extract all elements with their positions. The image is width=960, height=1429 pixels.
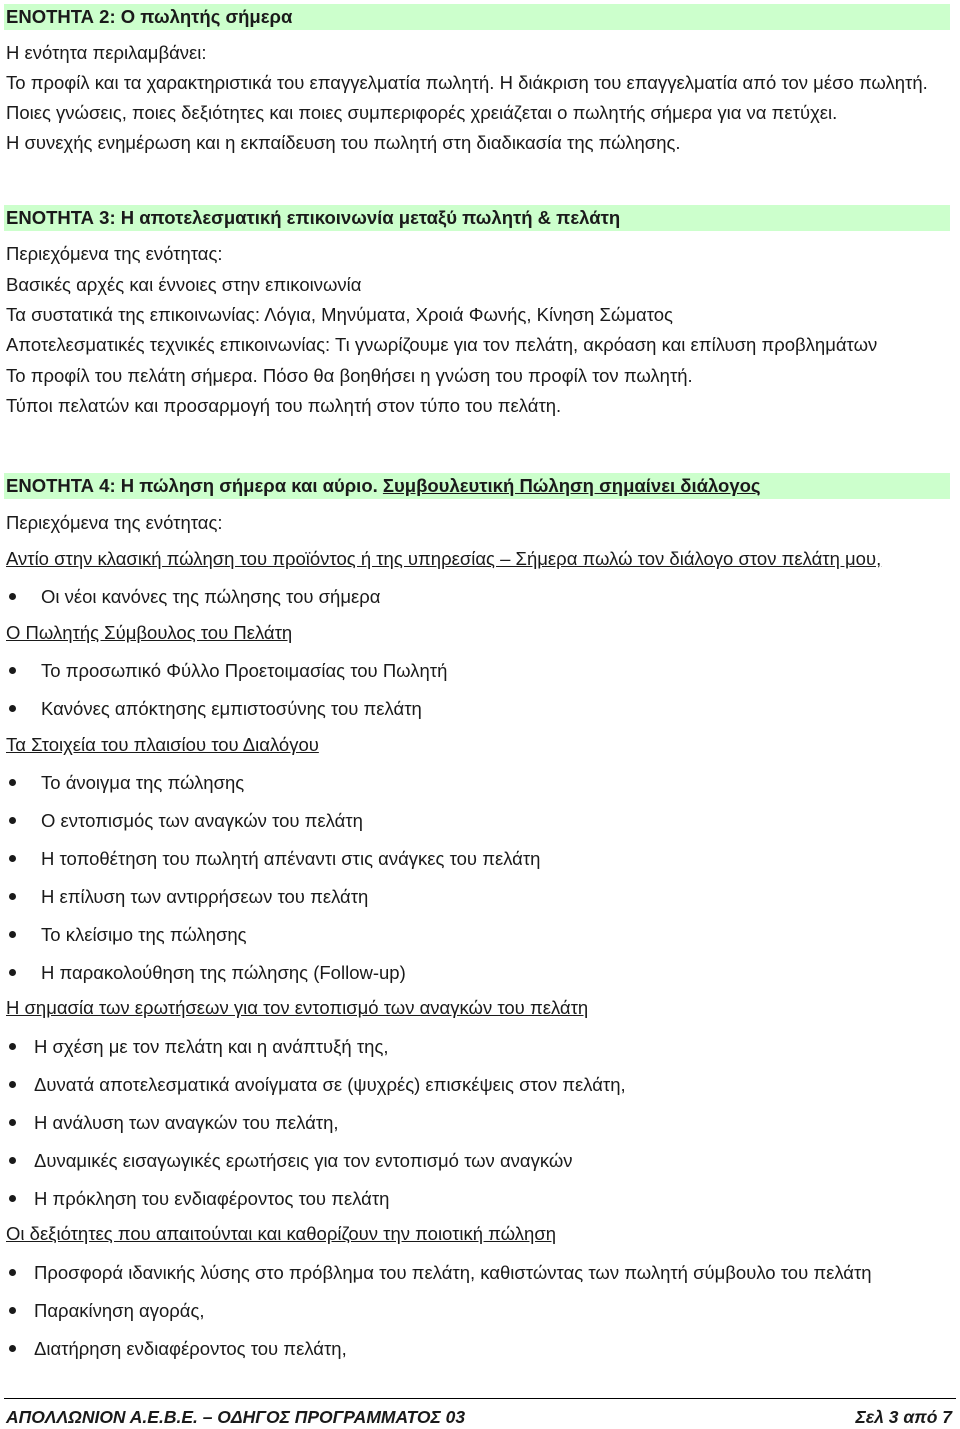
section-2-heading-text: ΕΝΟΤΗΤΑ 2: Ο πωλητής σήμερα	[6, 6, 293, 27]
section-3-line: Τα συστατικά της επικοινωνίας: Λόγια, Μηνύματα, Χροιά Φωνής, Κίνηση Σώματος	[6, 304, 673, 325]
footer-page-number: Σελ 3 από 7	[855, 1407, 952, 1427]
section-2-line: Ποιες γνώσεις, ποιες δεξιότητες και ποιες συμπεριφορές χρειάζεται ο πωλητής σήμερα για να πετύχει.	[6, 102, 838, 123]
list-item: Δυνατά αποτελεσματικά ανοίγματα σε (ψυχρές) επισκέψεις στον πελάτη,	[34, 1074, 626, 1095]
list-item: Το κλείσιμο της πώλησης	[41, 924, 247, 945]
list-item: Το προσωπικό Φύλλο Προετοιμασίας του Πωλητή	[41, 660, 448, 681]
bullet-icon	[9, 705, 16, 712]
list-item: Ο εντοπισμός των αναγκών του πελάτη	[41, 810, 363, 831]
list-item: Κανόνες απόκτησης εμπιστοσύνης του πελάτη	[41, 698, 422, 719]
bullet-icon	[9, 931, 16, 938]
bullet-icon	[9, 593, 16, 600]
section-4-intro: Περιεχόμενα της ενότητας:	[6, 512, 223, 533]
section-2-line: Η συνεχής ενημέρωση και η εκπαίδευση του πωλητή στη διαδικασία της πώλησης.	[6, 132, 681, 153]
subheading-sub2: Ο Πωλητής Σύμβουλος του Πελάτη	[6, 622, 293, 643]
list-item: Η επίλυση των αντιρρήσεων του πελάτη	[41, 886, 369, 907]
section-4-heading	[4, 473, 950, 499]
bullet-icon	[9, 893, 16, 900]
footer-document-title: ΑΠΟΛΛΩΝΙΟΝ Α.Ε.Β.Ε. – ΟΔΗΓΟΣ ΠΡΟΓΡΑΜΜΑΤΟΣ 03	[6, 1407, 466, 1427]
section-4-heading-underlined: Συμβουλευτική Πώληση σημαίνει διάλογος	[382, 475, 761, 496]
list-item: Διατήρηση ενδιαφέροντος του πελάτη,	[34, 1338, 347, 1359]
bullet-icon	[9, 1195, 16, 1202]
list-item: Η τοποθέτηση του πωλητή απέναντι στις ανάγκες του πελάτη	[41, 848, 541, 869]
section-2-line: Η ενότητα περιλαμβάνει:	[6, 42, 207, 63]
list-item: Το άνοιγμα της πώλησης	[41, 772, 245, 793]
section-3-line: Τύποι πελατών και προσαρμογή του πωλητή στον τύπο του πελάτη.	[6, 395, 562, 416]
bullet-icon	[9, 1043, 16, 1050]
bullet-icon	[9, 1307, 16, 1314]
list-item: Οι νέοι κανόνες της πώλησης του σήμερα	[41, 586, 381, 607]
list-item: Η σχέση με τον πελάτη και η ανάπτυξή της,	[34, 1036, 389, 1057]
bullet-icon	[9, 1345, 16, 1352]
list-item: Η πρόκληση του ενδιαφέροντος του πελάτη	[34, 1188, 390, 1209]
subheading-sub1: Αντίο στην κλασική πώληση του προϊόντος ή της υπηρεσίας – Σήμερα πωλώ τον διάλογο στον πελάτη μου,	[6, 548, 882, 569]
section-3-line: Αποτελεσματικές τεχνικές επικοινωνίας: Τι γνωρίζουμε για τον πελάτη, ακρόαση και επίλυση προβλημάτων	[6, 334, 878, 355]
list-item: Η παρακολούθηση της πώλησης (Follow-up)	[41, 962, 406, 983]
subheading-sub4: Η σημασία των ερωτήσεων για τον εντοπισμό των αναγκών του πελάτη	[6, 997, 589, 1018]
bullet-icon	[9, 1269, 16, 1276]
subheading-sub5: Οι δεξιότητες που απαιτούνται και καθορίζουν την ποιοτική πώληση	[6, 1223, 557, 1244]
list-item: Προσφορά ιδανικής λύσης στο πρόβλημα του πελάτη, καθιστώντας των πωλητή σύμβουλο του πελάτη	[34, 1262, 872, 1283]
bullet-icon	[9, 817, 16, 824]
section-3-line: Περιεχόμενα της ενότητας:	[6, 243, 223, 264]
section-3-heading	[4, 205, 950, 231]
list-item: Παρακίνηση αγοράς,	[34, 1300, 205, 1321]
bullet-icon	[9, 779, 16, 786]
bullet-icon	[9, 855, 16, 862]
bullet-icon	[9, 1157, 16, 1164]
footer-rule	[4, 1398, 956, 1399]
bullet-icon	[9, 1119, 16, 1126]
bullet-icon	[9, 969, 16, 976]
section-2-line: Το προφίλ και τα χαρακτηριστικά του επαγγελματία πωλητή. Η διάκριση του επαγγελματία από τον μέσο πωλητή.	[6, 72, 928, 93]
section-4-heading-text: ΕΝΟΤΗΤΑ 4: Η πώληση σήμερα και αύριο.	[6, 475, 383, 496]
list-item: Δυναμικές εισαγωγικές ερωτήσεις για τον εντοπισμό των αναγκών	[34, 1150, 573, 1171]
section-3-heading-text: ΕΝΟΤΗΤΑ 3: Η αποτελεσματική επικοινωνία μεταξύ πωλητή & πελάτη	[6, 207, 621, 228]
list-item: Η ανάλυση των αναγκών του πελάτη,	[34, 1112, 339, 1133]
bullet-icon	[9, 667, 16, 674]
section-3-line: Βασικές αρχές και έννοιες στην επικοινωνία	[6, 274, 362, 295]
section-2-heading	[4, 4, 950, 30]
section-3-line: Το προφίλ του πελάτη σήμερα. Πόσο θα βοηθήσει η γνώση του προφίλ τον πωλητή.	[6, 365, 693, 386]
bullet-icon	[9, 1081, 16, 1088]
subheading-sub3: Τα Στοιχεία του πλαισίου του Διαλόγου	[6, 734, 319, 755]
